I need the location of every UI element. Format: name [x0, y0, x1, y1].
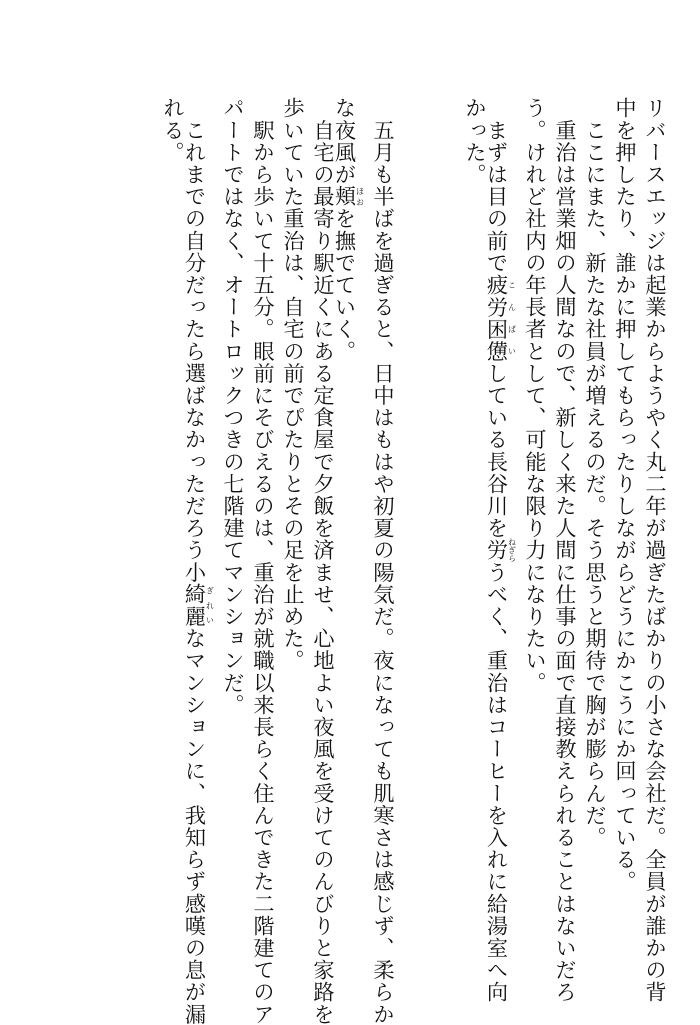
text-line: これまでの自分だったら選ばなかっただろう小綺麗ぎれいなマンションに、我知らず感嘆の息が漏 [182, 97, 215, 1025]
text-line: パートではなく、オートロックつきの七階建てマンションだ。 [221, 97, 246, 716]
text-line: リバースエッジは起業からようやく丸二年が過ぎたばかりの小さな会社だ。全員が誰かの背 [643, 97, 668, 1004]
text-line: れる。 [161, 97, 186, 164]
ruby-word: 労ねぎら [484, 538, 517, 563]
text-line: 重治は営業畑の人間なので、新しく来た人間に仕事の面で直接教えられることはないだろ [553, 97, 578, 1004]
text-line: 中を押したり、誰かに押してもらったりしながらどうにかこうにか回っている。 [613, 97, 638, 893]
text-line: う。けれど社内の年長者として、可能な限り力になりたい。 [523, 97, 548, 694]
text-line: 自宅の最寄り駅近くにある定食屋で夕飯を済ませ、心地よい夜風を受けてのんびりと家路を [311, 97, 336, 1025]
text-line: まずは目の前で疲労困憊こんぱいしている長谷川を労ねぎらうべく、重治はコーヒーを入れに給湯室へ向 [484, 97, 517, 1004]
text-line: 五月も半ばを過ぎると、日中はもはや初夏の陽気だ。夜になっても肌寒さは感じず、柔らか [371, 97, 396, 1025]
text-line: 駅から歩いて十五分。眼前にそびえるのは、重治が就職以来長らく住んできた二階建てのア [251, 97, 276, 1025]
text-line: かった。 [463, 97, 488, 186]
ruby-word: 頬ほお [332, 185, 365, 208]
ruby-word: 疲労困憊こんぱい [484, 273, 517, 363]
text-line: 歩いていた重治は、自宅の前でぴたりとその足を止めた。 [281, 97, 306, 672]
text-line: な夜風が頬ほおを撫でていく。 [332, 97, 365, 363]
text-line: ここにまた、新たな社員が増えるのだ。そう思うと期待で胸が膨らんだ。 [583, 97, 608, 849]
ruby-word: 綺麗ぎれい [182, 583, 215, 628]
